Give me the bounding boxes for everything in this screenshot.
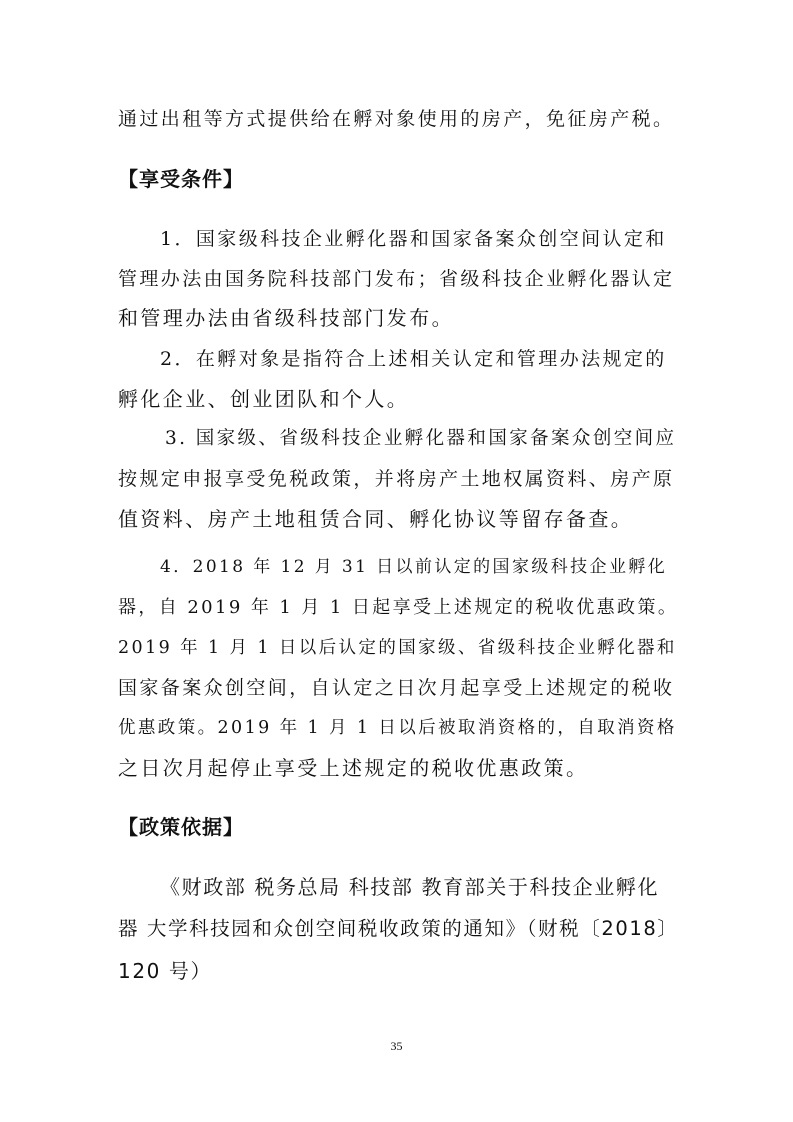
policy-basis-heading: 【政策依据】 <box>118 815 244 839</box>
intro-paragraph-line: 通过出租等方式提供给在孵对象使用的房产，免征房产税。 <box>118 108 675 130</box>
condition-item-4-line-3: 2019 年 1 月 1 日以后认定的国家级、省级科技企业孵化器和 <box>118 638 677 658</box>
condition-item-4-line-6: 之日次月起停止享受上述规定的税收优惠政策。 <box>118 756 589 780</box>
condition-item-1-line-2: 管理办法由国务院科技部门发布；省级科技企业孵化器认定 <box>118 268 675 290</box>
condition-item-2-line-1: 2．在孵对象是指符合上述相关认定和管理办法规定的 <box>160 348 667 370</box>
condition-item-3-line-3: 值资料、房产土地租赁合同、孵化协议等留存备查。 <box>118 507 634 531</box>
condition-item-1-line-3: 和管理办法由省级科技部门发布。 <box>118 306 454 330</box>
policy-basis-line-2: 器 大学科技园和众创空间税收政策的通知》（财税〔2018〕 <box>118 917 679 940</box>
policy-basis-line-3: 120 号） <box>118 959 213 983</box>
condition-item-4-line-4: 国家备案众创空间，自认定之日次月起享受上述规定的税收 <box>118 677 675 699</box>
condition-item-4-line-5: 优惠政策。2019 年 1 月 1 日以后被取消资格的，自取消资格 <box>118 718 677 738</box>
condition-item-4-line-2: 器，自 2019 年 1 月 1 日起享受上述规定的税收优惠政策。 <box>118 597 679 618</box>
condition-item-3-line-2: 按规定申报享受免税政策，并将房产土地权属资料、房产原 <box>118 468 675 490</box>
page-number: 35 <box>390 1039 403 1053</box>
condition-item-1-line-1: 1．国家级科技企业孵化器和国家备案众创空间认定和 <box>160 228 667 250</box>
policy-basis-line-1: 《财政部 税务总局 科技部 教育部关于科技企业孵化 <box>160 875 660 899</box>
conditions-heading: 【享受条件】 <box>118 167 244 191</box>
condition-item-4-line-1: 4．2018 年 12 月 31 日以前认定的国家级科技企业孵化 <box>160 557 668 577</box>
condition-item-2-line-2: 孵化企业、创业团队和个人。 <box>118 387 410 411</box>
condition-item-3-line-1: 3. 国家级、省级科技企业孵化器和国家备案众创空间应 <box>165 428 677 449</box>
